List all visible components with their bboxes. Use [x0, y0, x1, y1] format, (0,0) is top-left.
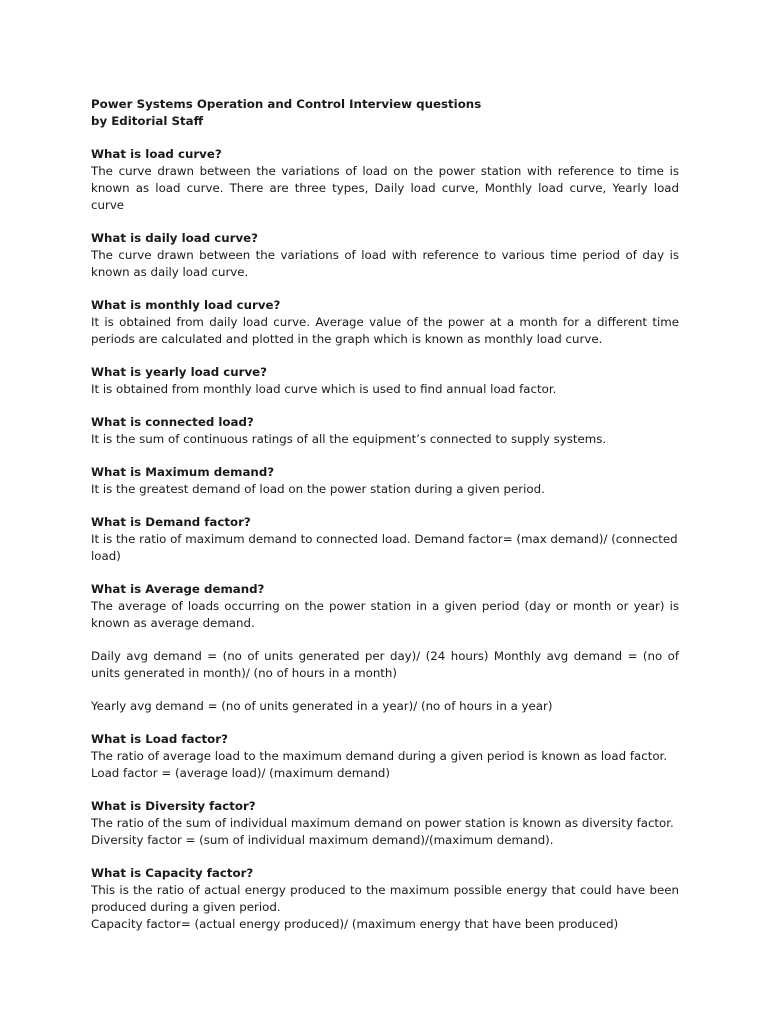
question-heading: What is monthly load curve? [91, 298, 281, 312]
qa-demand-factor [91, 514, 679, 565]
document-byline: by Editorial Staff [91, 114, 204, 128]
answer-text: Daily avg demand = (no of units generated per day)/ (24 hours) Monthly avg demand = (no of units generated in month)/ (no of hours in a month) [91, 649, 679, 680]
document-header [91, 96, 679, 130]
formula-text: Capacity factor= (actual energy produced)/ (maximum energy that have been produced) [91, 917, 619, 931]
answer-text: It is the greatest demand of load on the power station during a given period. [91, 482, 545, 496]
answer-text: This is the ratio of actual energy produced to the maximum possible energy that could have been produced during a given period. [91, 883, 679, 914]
question-heading: What is load curve? [91, 147, 222, 161]
question-heading: What is Demand factor? [91, 515, 251, 529]
answer-text: It is obtained from monthly load curve which is used to find annual load factor. [91, 382, 557, 396]
answer-text: Yearly avg demand = (no of units generated in a year)/ (no of hours in a year) [91, 699, 553, 713]
yearly-avg-demand-formula [91, 698, 679, 715]
document-page [91, 96, 679, 949]
formula-text: Diversity factor = (sum of individual maximum demand)/(maximum demand). [91, 833, 554, 847]
qa-connected-load [91, 414, 679, 448]
qa-daily-load-curve [91, 230, 679, 281]
question-heading: What is Average demand? [91, 582, 265, 596]
answer-text: The average of loads occurring on the power station in a given period (day or month or year) is known as average demand. [91, 599, 679, 630]
answer-text: It is obtained from daily load curve. Average value of the power at a month for a different time periods are calculated and plotted in the graph which is known as monthly load curve. [91, 315, 679, 346]
answer-text: The curve drawn between the variations of load on the power station with reference to time is known as load curve. There are three types, Daily load curve, Monthly load curve, Yearly load curve [91, 164, 679, 212]
question-heading: What is Capacity factor? [91, 866, 254, 880]
answer-text: The curve drawn between the variations of load with reference to various time period of day is known as daily load curve. [91, 248, 679, 279]
question-heading: What is Load factor? [91, 732, 228, 746]
qa-load-factor [91, 731, 679, 782]
question-heading: What is connected load? [91, 415, 254, 429]
formula-text: Load factor = (average load)/ (maximum demand) [91, 766, 391, 780]
qa-capacity-factor [91, 865, 679, 933]
question-heading: What is Maximum demand? [91, 465, 275, 479]
answer-text: It is the sum of continuous ratings of all the equipment’s connected to supply systems. [91, 432, 607, 446]
qa-load-curve [91, 146, 679, 214]
qa-diversity-factor [91, 798, 679, 849]
qa-monthly-load-curve [91, 297, 679, 348]
qa-yearly-load-curve [91, 364, 679, 398]
qa-maximum-demand [91, 464, 679, 498]
document-title: Power Systems Operation and Control Interview questions [91, 97, 482, 111]
answer-text: It is the ratio of maximum demand to connected load. Demand factor= (max demand)/ (connected load) [91, 532, 678, 563]
question-heading: What is yearly load curve? [91, 365, 268, 379]
qa-average-demand [91, 581, 679, 632]
question-heading: What is daily load curve? [91, 231, 258, 245]
answer-text: The ratio of the sum of individual maximum demand on power station is known as diversity factor. [91, 816, 674, 830]
question-heading: What is Diversity factor? [91, 799, 256, 813]
avg-demand-formulas [91, 648, 679, 682]
answer-text: The ratio of average load to the maximum demand during a given period is known as load factor. [91, 749, 668, 763]
